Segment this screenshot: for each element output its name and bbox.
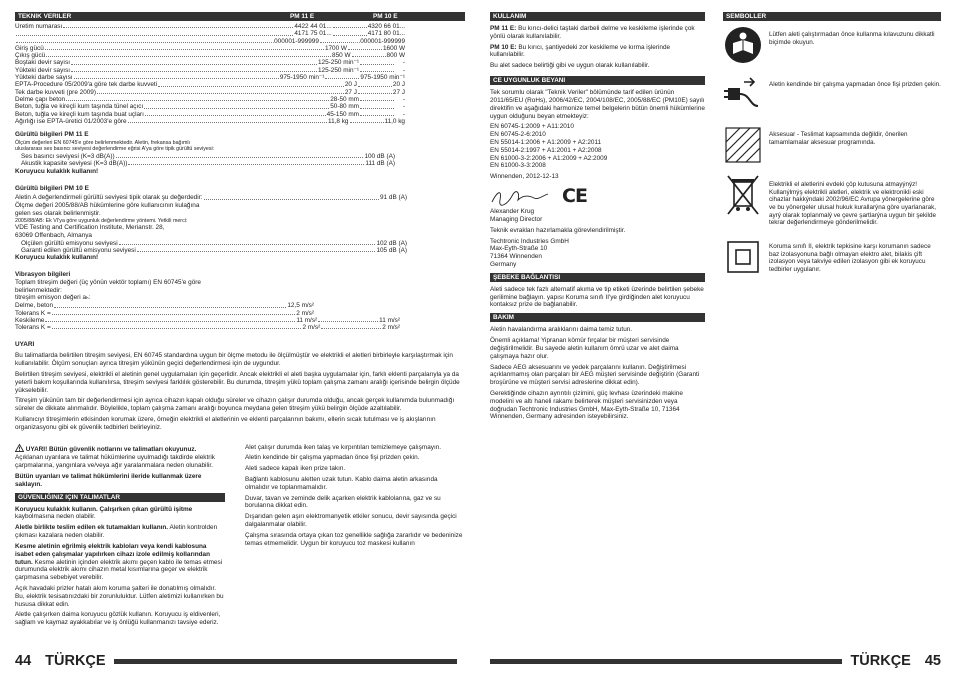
noise10-note-a: Ölçme değeri 2005/88/AB hükümlerine göre kullanıcının kulağına <box>15 201 200 209</box>
row-label: Keskileme <box>15 316 45 324</box>
warn-p2: Belirtilen titreşim seviyesi, elektrikli el aletinin genel uygulamaları için geçerlidir. Ancak elektrikli el aleti başka uygulamalar için, farklı eklenti parçalarıyla ya da yeterli bakım koşullarında kullanılırsa, titreşim seviyesi farklılık gösterebilir. Bu durumda, titreşim yükü toplam çalışma zamanı aralığı içerisinde belirgin ölçüde yükselebilir. <box>15 370 460 394</box>
signature-mark <box>490 186 550 208</box>
conf-auth: Teknik evrakları hazırlamakla görevlendirilmiştir. <box>490 226 626 234</box>
standard-item: EN 60745-1:2009 + A11:2010 <box>490 123 574 131</box>
table-row <box>21 247 407 254</box>
footer-bar-right <box>490 659 842 664</box>
tech-col2: PM 10 E <box>373 13 398 20</box>
table-row <box>15 302 400 309</box>
safety-s1-text: kaybolmasına neden olabilir. <box>15 513 96 521</box>
row-label: Ölçülen gürültü emisyonu seviyesi <box>21 239 118 247</box>
right-page-col1 <box>490 12 705 424</box>
row-label: Yükteki devir sayısı <box>15 66 71 74</box>
safety-s3-text: Kesme aletinin içinden elektrik akımı geçen kablo ile temas etmesi durumunda elektrik akımı cihazın metal kısımlarına geçer ve elektrik çarpmasına sebebiyet verebilir. <box>15 558 223 582</box>
safety-s5: Aletle çalışırken daima koruyucu gözlük kullanın. Koruyucu iş eldivenleri, sağlam ve kaymaz ayakkabılar ve iş önlüğü kullanmanızı tavsiye ederiz. <box>15 611 221 627</box>
row-label: Garanti edilen gürültü emisyonu seviyesi <box>21 246 136 254</box>
symbol-disposal-text: Elektrikli el aletlerini evdeki çöp kutusuna atmayýnýz! Kullanýlmýş elektrikli aletleri, elektrik ve elektronikli eski cihazlar hakkýndaki 2002/96/EC Avrupa yönergelerine göre ve bu yönergeler ulusal hukuk kurallarýna göre uyarlanarak, ayrý olarak toplanmalý ve çevre şartlarýna uygun bir şekilde tekrar değerlendirmeye gönderilmelidir. <box>769 181 936 227</box>
conf-signature-row <box>490 185 705 208</box>
maint-header-label: BAKIM <box>493 314 514 322</box>
row-value: 27 J <box>344 88 357 96</box>
symbol-read-manual-text: Lütfen aleti çalıştırmadan önce kullanma kılavuzunu dikkatli biçimde okuyun. <box>769 31 935 46</box>
use-pm11-label: PM 11 E: <box>490 25 517 32</box>
row-label: Yükteki darbe sayısı <box>15 74 73 82</box>
row-value: ...000001-999999 <box>354 37 405 45</box>
row-value: 11,0 kg <box>384 117 405 125</box>
symbols-header-label: SEMBOLLER <box>726 13 767 20</box>
noise11-ear: Koruyucu kulaklık kullanın! <box>15 168 99 176</box>
symbols-header <box>723 12 941 21</box>
row-value: 11 m/s² <box>296 316 318 324</box>
row-value: 105 dB (A) <box>376 246 407 254</box>
warn-p4: Kullanıcıyı titreşimlerin etkisinden korumak üzere, örneğin elektrikli el aletlerinin ve eklenti parçalarının bakımı, ellerin sıcak tutulması ve iş akışlarının organizasyonu gibi ek güvenlik tedbirleri belirleyiniz. <box>15 415 436 431</box>
row-value: 4320 66 01... <box>367 23 405 30</box>
symbol-unplug <box>723 75 941 115</box>
noise10-note-e: 63069 Offenbach, Almanya <box>15 231 92 239</box>
symbol-read-manual <box>723 25 941 65</box>
tech-table <box>15 23 465 125</box>
conf-standards <box>490 123 705 170</box>
row-label: Boştaki devir sayısı <box>15 59 71 67</box>
safety-s4: Açık havadaki prizler hatalı akım koruma şalteri ile donatılmış olmalıdır. Bu, elektrik tesisatınızdaki bir zorunluluktur. Lütfen aletimizi kullanırken bu hususa dikkat edin. <box>15 584 224 608</box>
double-square-icon <box>723 237 763 277</box>
row-value: 45-150 mm <box>326 110 359 118</box>
noise10-ear: Koruyucu kulaklık kullanın! <box>15 254 99 262</box>
safety-m6: Dışarıdan gelen aşırı elektromanyetik etkiler sonucu, devir sayısında geçici dalgalanmalar olabilir. <box>245 513 457 529</box>
footer-bar-left <box>114 659 457 664</box>
table-row <box>15 317 400 324</box>
row-value: 20 J <box>344 81 357 89</box>
conf-role: Managing Director <box>490 215 543 223</box>
read-manual-icon <box>723 25 763 65</box>
row-value: 27 J <box>392 88 405 96</box>
row-value: 850 W <box>332 52 351 60</box>
safety-col-right <box>245 444 463 630</box>
use-header <box>490 12 705 21</box>
row-value: 2 m/s² <box>382 324 400 332</box>
row-value: 12,5 m/s² <box>287 302 314 310</box>
right-page-col2 <box>723 12 941 287</box>
footer-left <box>15 653 465 669</box>
safety-section <box>15 444 465 630</box>
warn-p1: Bu talimatlarda belirtilen titreşim seviyesi, EN 60745 standardına uygun bir ölçme metodu ile ölçülmüştür ve elektrikli el aletleri birbirleyle karşılaştırmak için kullanılabilir. Ölçüm sonuçları ayrıca titreşim yükünün geçici değerlendirmesi için de uygundur. <box>15 352 453 368</box>
row-value: 1700 W <box>324 44 347 52</box>
row-value: 4171 75 01... <box>294 30 332 38</box>
safety-warn-title: UYARI! Bütün güvenlik notlarını ve talimatları okuyunuz. <box>25 445 197 453</box>
row-label: EPTA-Procedure 05/2009'a göre tek darbe kuvveti <box>15 81 158 89</box>
row-label: Giriş gücü <box>15 44 44 52</box>
row-value: 4171 80 01... <box>367 30 405 38</box>
footer-right <box>490 653 941 669</box>
page-number-right: 45 <box>924 653 941 669</box>
row-value: 975-1950 min⁻¹ <box>279 74 325 82</box>
noise10-a-row <box>15 194 407 202</box>
conf-header-label: CE UYGUNLUK BEYANI <box>493 77 566 85</box>
safety-m2: Aletin kendinde bir çalışma yapmadan önce fişi prizden çekin. <box>245 454 420 462</box>
noise11-note-b: uluslararası ses basıncı seviyesi değerlendirme eğrisi A'ya göre tipik gürültü seviyesi: <box>15 146 215 153</box>
conf-name: Alexander Krug <box>490 208 535 216</box>
row-value: 125-250 min⁻¹ <box>317 59 359 67</box>
noise10-note-d: VDE Testing and Certification Institute, Merianstr. 28, <box>15 223 165 231</box>
noise11-note-a: Ölçüm değerleri EN 60745'e göre belirlenmektedir. Aletin, frekansa bağımlı <box>15 139 191 146</box>
row-label: Üretim numarası <box>15 23 63 30</box>
language-left: TÜRKÇE <box>45 653 106 669</box>
maint-p2: Önemli açıklama! Yipranan kömür fırçalar bir müşteri servisinde değiştirilmelidir. Bu sayede aletin kullanım ömrü uzar ve alet daima çalışmaya hazır olur. <box>490 337 679 360</box>
safety-m5: Duvar, tavan ve zeminde delik açarken elektrik kablolarına, gaz ve su borularına dikkat edin. <box>245 494 441 510</box>
noise10-note-c: 2005/88/AB: Ek VI'ya göre uygunluk değerlendirme yöntemi. Yetkili merci: <box>15 217 188 224</box>
maint-p3: Sadece AEG aksesuarını ve yedek parçalarını kullanın. Değiştirilmesi açıklanmamış olan parçaları bir AEG müşteri servisinde değiştirin (Garanti broşürüne ve müşteri servisi adreslerine dikkat edin). <box>490 363 700 387</box>
symbol-class2-text: Koruma sınıfı II, elektrik tepkisine karşı korumanın sadece baz izolasyonuna bağlı olmayan elektro alet, bilakis çift izolasyon veya takviye edilen izolasyon gibi ek koruyucu tedbirler uygulanır. <box>769 243 931 274</box>
table-row <box>15 111 465 118</box>
safety-warning <box>15 444 225 454</box>
row-value: 102 dB (A) <box>376 239 407 247</box>
vib-line3: titreşim emisyon değeri aₕ: <box>15 294 91 302</box>
mains-header <box>490 273 705 282</box>
accessory-icon <box>723 125 763 165</box>
row-value: ...000001-999999 <box>268 37 319 45</box>
row-value: 20 J <box>392 81 405 89</box>
safety-s2 <box>15 524 225 540</box>
table-row <box>21 240 407 247</box>
row-value: - <box>402 59 405 67</box>
row-label: Tolerans K = <box>15 309 51 317</box>
maint-header <box>490 313 705 322</box>
safety-m1: Alet çalışır durumda iken talaş ve kırpıntıları temizlemeye çalışmayın. <box>245 443 442 451</box>
table-row <box>15 81 465 88</box>
row-value: 50-80 mm <box>330 103 359 111</box>
row-label: Akustik kapasite seviyesi (K=3 dB(A)) <box>21 160 128 168</box>
conf-addr1: Techtronic Industries GmbH <box>490 237 569 245</box>
table-row <box>15 38 465 45</box>
vib-table <box>15 302 400 331</box>
safety-header-label: GÜVENLIĞINIZ IÇIN TALIMATLAR <box>18 493 121 501</box>
warn-title: UYARI <box>15 341 35 349</box>
conf-addr3: 71364 Winnenden <box>490 253 542 261</box>
standard-item: EN 60745-2-6:2010 <box>490 131 546 139</box>
safety-col-left <box>15 444 225 630</box>
standard-item: EN 61000-3-2:2006 + A1:2009 + A2:2009 <box>490 154 608 162</box>
maint-p1: Aletin havalandırma aralıklarını daima temiz tutun. <box>490 326 633 334</box>
symbol-class2 <box>723 237 941 277</box>
vib-title: Vibrasyon bilgileri <box>15 271 71 279</box>
row-value: 975-1950 min⁻¹ <box>360 74 405 82</box>
use-pm10-text: Bu kırıcı, şantiyedeki zor keskileme ve kırma işlerinde kullanılabilir. <box>490 43 671 59</box>
mains-header-label: ŞEBEKE BAĞLANTISI <box>493 273 561 281</box>
row-label: Beton, tuğla ve kireçli kum taşında buat uçları <box>15 110 144 118</box>
tech-header-label: TEKNIK VERILER <box>18 13 72 20</box>
noise10-a-label: Aletin A değerlendirmeli gürültü seviyesi tipik olarak şu değerdedir: <box>15 194 203 202</box>
row-label: Delme çapı beton <box>15 95 66 103</box>
noise10-a-value: 91 dB (A) <box>380 194 407 202</box>
conf-addr2: Max-Eyth-Straße 10 <box>490 245 548 253</box>
noise10-title: Gürültü bilgileri PM 10 E <box>15 185 89 193</box>
table-row <box>15 103 465 110</box>
left-page <box>15 12 465 630</box>
warn-p3: Titreşim yükünün tam bir değerlendirmesi için ayrıca cihazın kapalı olduğu süreler ve cihazın çalışır durumda olduğu, ancak gerçek kullanımda bulunmadığı süreler de dikkate alınmalıdır. Böylelikle, toplam çalışma zamanı aralığı boyunca meydana gelen titreşim yükü belirgin ölçüde azaltılabilir. <box>15 397 455 413</box>
row-value: 111 dB (A) <box>365 160 395 168</box>
standard-item: EN 55014-1:2006 + A1:2009 + A2:2011 <box>490 138 602 146</box>
row-label: Tolerans K = <box>15 324 51 332</box>
table-row <box>21 160 395 167</box>
row-value: 125-250 min⁻¹ <box>317 66 359 74</box>
table-row <box>15 118 465 125</box>
ce-mark: CE <box>562 185 587 207</box>
row-value: 4422 44 01... <box>294 23 332 30</box>
table-row <box>15 310 400 317</box>
row-label: Delme, beton <box>15 302 54 310</box>
tech-col1: PM 11 E <box>290 13 315 20</box>
row-label: Beton, tuğla ve kireçli kum taşında tünel açıcı <box>15 103 144 111</box>
row-value: 2 m/s² <box>302 324 321 332</box>
conf-text: Tek sorumlu olarak "Teknik Veriler" bölümünde tarif edilen ürünün 2011/65/EU (RoHs), 2006/42/EC, 2004/108/EC, 2005/88/EC (PM10E) sayılı direktifin ve aşağıdaki harmonize temel belgelerin bütün önemli hükümlerine uygun olduğunu beyan etmekteyiz: <box>490 89 705 120</box>
row-value: 2 m/s² <box>296 309 314 317</box>
use-note: Bu alet sadece belirtiği gibi ve uygun olarak kullanılabilir. <box>490 62 650 70</box>
conf-addr4: Germany <box>490 261 517 269</box>
unplug-icon <box>723 75 763 115</box>
row-value: - <box>402 103 405 111</box>
safety-s2-bold: Aletle birlikte teslim edilen ek tutamakları kullanın. <box>15 524 169 532</box>
table-row <box>15 23 465 30</box>
tech-header <box>15 12 465 21</box>
language-right: TÜRKÇE <box>850 653 911 669</box>
safety-m3: Aleti sadece kapalı iken prize takın. <box>245 465 346 473</box>
noise11-table <box>15 153 395 168</box>
safety-s3-bold: Kesme aletinin eğrilmiş elektrik kabloları veya kendi kablosuna isabet eden çalışmalar yapılırken cihazı izole edilmiş kollarından tutun. <box>15 542 210 566</box>
crossed-bin-icon <box>723 175 763 215</box>
row-label: Çıkış gücü <box>15 52 46 60</box>
safety-s3 <box>15 543 225 582</box>
noise10-table <box>15 240 407 255</box>
standard-item: EN 55014-2:1997 + A1:2001 + A2:2008 <box>490 146 602 154</box>
use-pm10-label: PM 10 E: <box>490 43 517 51</box>
table-row <box>15 74 465 81</box>
row-value: 11,8 kg <box>328 117 349 125</box>
table-row <box>15 30 465 37</box>
page-number-left: 44 <box>15 653 32 669</box>
safety-m4: Bağlantı kablosunu aletten uzak tutun. Kablo daima aletin arkasında olmalıdır ve toplanmamalıdır. <box>245 476 438 491</box>
table-row <box>15 45 465 52</box>
safety-s1-bold: Koruyucu kulaklık kullanın. Çalışırken çıkan gürültü işitme <box>15 505 193 513</box>
safety-keep: Bütün uyarıları ve talimat hükümlerini ileride kullanmak üzere saklayın. <box>15 473 202 488</box>
mains-text: Aleti sadece tek fazlı alternatif akıma ve tip etiketi üzerinde belirtilen şebeke gerilimine bağlayın. yapısı Koruma sınıfı II'ye girdiğinden alet koruyucu kontaksız prize de bağlanabilir. <box>490 285 704 309</box>
row-value: 1600 W <box>382 44 405 52</box>
safety-header <box>15 493 225 502</box>
row-value: 28-50 mm <box>330 95 359 103</box>
symbol-accessory <box>723 125 941 165</box>
conf-header <box>490 76 705 85</box>
symbol-accessory-text: Aksesuar - Teslimat kapsamında değildir, önerilen tamamlamalar aksesuar programında. <box>769 131 908 146</box>
warning-triangle-icon <box>15 444 24 452</box>
row-label: Ağırlığı ise EPTA-üretici 01/2003'e göre <box>15 117 127 125</box>
noise10-note-b: gelen ses olarak belirlenmiştir. <box>15 209 101 217</box>
table-row <box>15 96 465 103</box>
symbol-disposal <box>723 175 941 227</box>
safety-s1 <box>15 506 225 522</box>
vib-line1: Toplam titreşim değeri (üç yönün vektör toplamı) EN 60745'e göre <box>15 278 201 286</box>
use-header-label: KULLANIM <box>493 13 527 20</box>
symbol-unplug-text: Aletin kendinde bir çalışma yapmadan önce fişi prizden çekin. <box>769 81 941 88</box>
row-value: - <box>402 95 405 103</box>
use-pm11-text: Bu kırıcı-delici taştaki darbeli delme ve keskileme işlerinde çok yönlü olarak kullanılabilir. <box>490 25 695 40</box>
row-value: 800 W <box>386 52 405 60</box>
row-value: - <box>402 66 405 74</box>
safety-s2-text: Aletin kontrolden çıkması kazalara neden olabilir. <box>15 524 218 540</box>
noise11-title: Gürültü bilgileri PM 11 E <box>15 131 89 139</box>
safety-warn-text: Açıklanan uyarılara ve talimat hükümlerine uyulmadığı takdirde elektrik çarpmalarına, yangınlara ve/veya ağır yaralanmalara neden olunabilir. <box>15 454 215 470</box>
table-row <box>21 153 395 160</box>
row-label: Tek darbe kuvveti (pre 2009) <box>15 88 96 96</box>
row-label: Ses basıncı seviyesi (K=3 dB(A)) <box>21 152 115 160</box>
use-pm10 <box>490 44 705 60</box>
use-pm11 <box>490 25 705 41</box>
row-value: - <box>402 110 405 118</box>
table-row <box>15 59 465 66</box>
row-value: 100 dB (A) <box>364 152 395 160</box>
maint-p4: Gerektiğinde cihazın ayrıntılı çizimini, güç levhası üzerindeki makine modelini ve altı haneli rakamı belirterek müşteri servisinizden veya doğrudan Techtronic Industries GmbH, Max-Eyth-Straße 10, 71364 Winnenden, Germany adresinden isteyebilirsiniz. <box>490 389 683 421</box>
table-row <box>15 89 465 96</box>
table-row <box>15 324 400 331</box>
vib-line2: belirlenmektedir: <box>15 286 62 294</box>
table-row <box>15 52 465 59</box>
conf-date: Winnenden, 2012-12-13 <box>490 173 559 181</box>
safety-m7: Çalışma sırasında ortaya çıkan toz genellikle sağlığa zararlıdır ve bedeninize temas etmemelidir. Uygun bir koruyucu toz maskesi kullanın <box>245 531 463 547</box>
row-value: 11 m/s² <box>379 316 400 324</box>
table-row <box>15 67 465 74</box>
standard-item: EN 61000-3-3:2008 <box>490 162 546 170</box>
